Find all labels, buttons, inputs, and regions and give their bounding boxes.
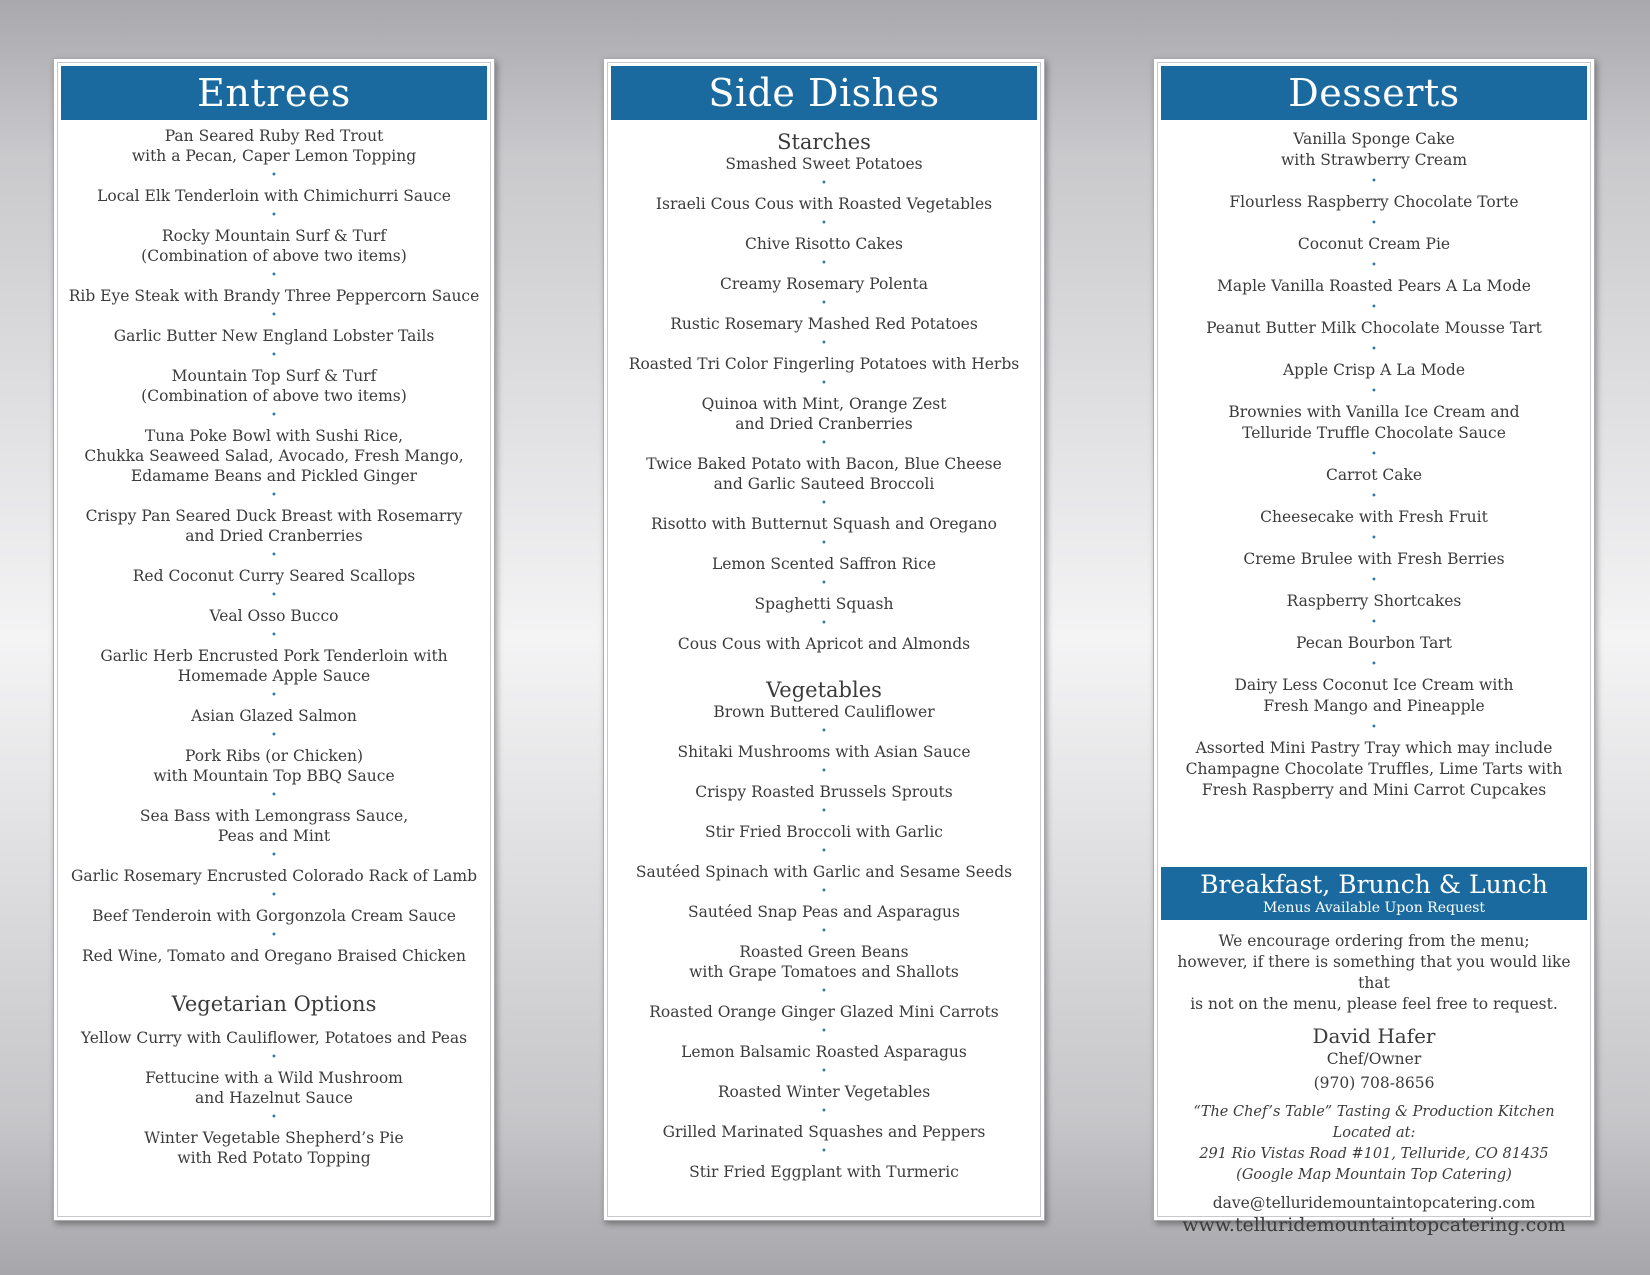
menu-item: Pork Ribs (or Chicken) with Mountain Top BBQ Sauce [153,747,395,785]
menu-item: Red Wine, Tomato and Oregano Braised Chicken [82,947,466,965]
separator-dot: • [1371,302,1377,313]
separator-dot: • [271,210,277,221]
menu-item: Sautéed Spinach with Garlic and Sesame Seeds [635,863,1013,881]
menu-item: Roasted Orange Ginger Glazed Mini Carrots [649,1003,999,1021]
separator-dot: • [821,926,827,937]
menu-item: Peanut Butter Milk Chocolate Mousse Tart [1206,319,1542,337]
separator-dot: • [1371,218,1377,229]
ordering-note: We encourage ordering from the menu; however, if there is something that you would like that is not on the menu, please feel free to request. [1177,932,1571,1013]
separator-dot: • [821,538,827,549]
entrees-title: Entrees [61,66,487,120]
menu-item: Mountain Top Surf & Turf (Combination of above two items) [141,367,407,405]
phone-number: (970) 708-8656 [1313,1074,1435,1092]
side-dishes-panel [603,58,1045,1221]
menu-item: Maple Vanilla Roasted Pears A La Mode [1217,277,1531,295]
separator-dot: • [271,1112,277,1123]
menu-item: Coconut Cream Pie [1297,235,1451,253]
separator-dot: • [1371,533,1377,544]
separator-dot: • [271,490,277,501]
separator-dot: • [1371,659,1377,670]
menu-item: Roasted Green Beans with Grape Tomatoes and Shallots [689,943,959,981]
separator-dot: • [821,846,827,857]
separator-dot: • [821,618,827,629]
separator-dot: • [821,1026,827,1037]
menu-item: Veal Osso Bucco [209,607,339,625]
separator-dot: • [271,170,277,181]
desserts-panel [1153,58,1595,1236]
separator-dot: • [821,258,827,269]
vegetables-heading: Vegetables [766,678,882,702]
separator-dot: • [271,790,277,801]
separator-dot: • [271,890,277,901]
menu-item: Creamy Rosemary Polenta [720,275,928,293]
menu-item: Rocky Mountain Surf & Turf (Combination of above two items) [141,227,407,265]
menu-item: Brownies with Vanilla Ice Cream and Telluride Truffle Chocolate Sauce [1228,403,1520,442]
separator-dot: • [271,310,277,321]
menu-item: Grilled Marinated Squashes and Peppers [662,1123,986,1141]
menu-item: Rib Eye Steak with Brandy Three Peppercorn Sauce [68,287,480,305]
separator-dot: • [1371,386,1377,397]
separator-dot: • [821,298,827,309]
menu-item: Garlic Rosemary Encrusted Colorado Rack of Lamb [70,867,478,885]
menu-item: Beef Tenderoin with Gorgonzola Cream Sauce [92,907,456,925]
separator-dot: • [1371,491,1377,502]
separator-dot: • [821,178,827,189]
separator-dot: • [271,350,277,361]
menu-item: Rustic Rosemary Mashed Red Potatoes [670,315,978,333]
separator-dot: • [821,886,827,897]
menu-item: Cheesecake with Fresh Fruit [1260,508,1488,526]
separator-dot: • [1371,722,1377,733]
separator-dot: • [821,986,827,997]
separator-dot: • [1371,617,1377,628]
menu-item: Brown Buttered Cauliflower [713,703,935,721]
website-link[interactable]: www.telluridemountaintopcatering.com [1182,1214,1566,1236]
menu-item: Pan Seared Ruby Red Trout with a Pecan, Caper Lemon Topping [131,127,417,165]
separator-dot: • [821,378,827,389]
menu-item: Carrot Cake [1325,466,1423,484]
brunch-banner [1161,867,1587,920]
menu-item: Spaghetti Squash [754,595,894,613]
separator-dot: • [1371,260,1377,271]
separator-dot: • [821,338,827,349]
menu-item: Shitaki Mushrooms with Asian Sauce [677,743,971,761]
entrees-panel [53,58,495,1221]
menu-item: Sautéed Snap Peas and Asparagus [688,903,960,921]
separator-dot: • [271,410,277,421]
separator-dot: • [821,1066,827,1077]
menu-item: Cous Cous with Apricot and Almonds [677,635,971,653]
brunch-subtitle: Menus Available Upon Request [1262,900,1486,916]
menu-item: Flourless Raspberry Chocolate Torte [1229,193,1519,211]
email-link[interactable]: dave@telluridemountaintopcatering.com [1212,1194,1536,1212]
separator-dot: • [271,630,277,641]
separator-dot: • [821,438,827,449]
desserts-list [1164,129,1584,801]
separator-dot: • [271,1052,277,1063]
menu-item: Chive Risotto Cakes [745,235,903,253]
separator-dot: • [821,806,827,817]
entrees-list [64,126,484,1214]
separator-dot: • [271,690,277,701]
menu-item: Yellow Curry with Cauliflower, Potatoes and Peas [80,1029,468,1047]
menu-item: Risotto with Butternut Squash and Oregano [651,515,997,533]
menu-item: Quinoa with Mint, Orange Zest and Dried Cranberries [701,395,947,433]
side-dishes-title: Side Dishes [611,66,1037,120]
menu-item: Crispy Roasted Brussels Sprouts [695,783,953,801]
contact-info [1164,931,1584,1236]
menu-item: Twice Baked Potato with Bacon, Blue Cheese and Garlic Sauteed Broccoli [646,455,1002,493]
menu-item: Stir Fried Broccoli with Garlic [705,823,943,841]
starches-heading: Starches [777,130,871,154]
separator-dot: • [821,1146,827,1157]
chef-name: David Hafer [1312,1024,1436,1048]
menu-item: Crispy Pan Seared Duck Breast with Rosemarry and Dried Cranberries [85,507,463,545]
separator-dot: • [821,766,827,777]
side-dishes-list [614,130,1034,1214]
chef-role: Chef/Owner [1326,1050,1422,1068]
separator-dot: • [271,850,277,861]
menu-item: Sea Bass with Lemongrass Sauce, Peas and Mint [139,807,409,845]
menu-item: Garlic Butter New England Lobster Tails [113,327,435,345]
menu-item: Fettucine with a Wild Mushroom and Hazelnut Sauce [145,1069,403,1107]
menu-item: Stir Fried Eggplant with Turmeric [689,1163,959,1181]
menu-item: Garlic Herb Encrusted Pork Tenderloin with Homemade Apple Sauce [100,647,448,685]
menu-item: Raspberry Shortcakes [1286,592,1462,610]
brunch-title: Breakfast, Brunch & Lunch [1200,870,1548,899]
separator-dot: • [1371,176,1377,187]
menu-item: Asian Glazed Salmon [191,707,357,725]
separator-dot: • [1371,449,1377,460]
menu-item: Smashed Sweet Potatoes [725,155,923,173]
menu-item: Vanilla Sponge Cake with Strawberry Cream [1280,130,1468,169]
separator-dot: • [821,1106,827,1117]
separator-dot: • [821,578,827,589]
separator-dot: • [821,498,827,509]
menu-item: Roasted Tri Color Fingerling Potatoes with Herbs [628,355,1020,373]
separator-dot: • [271,930,277,941]
menu-item: Red Coconut Curry Seared Scallops [132,567,416,585]
desserts-title: Desserts [1161,66,1587,120]
menu-item: Apple Crisp A La Mode [1282,361,1465,379]
menu-item: Creme Brulee with Fresh Berries [1243,550,1505,568]
separator-dot: • [271,590,277,601]
separator-dot: • [271,550,277,561]
separator-dot: • [271,730,277,741]
menu-item: Tuna Poke Bowl with Sushi Rice, Chukka Seaweed Salad, Avocado, Fresh Mango, Edamame Beans and Pickled Ginger [84,427,464,485]
separator-dot: • [821,726,827,737]
separator-dot: • [271,270,277,281]
vegetarian-heading: Vegetarian Options [171,992,377,1016]
menu-item: Lemon Scented Saffron Rice [711,555,937,573]
menu-item: Local Elk Tenderloin with Chimichurri Sauce [97,187,451,205]
menu-item: Roasted Winter Vegetables [717,1083,931,1101]
kitchen-address: “The Chef’s Table” Tasting & Production Kitchen Located at: 291 Rio Vistas Road #101, Telluride, CO 81435 (Google Map Mountain Top Catering) [1193,1104,1555,1183]
menu-item: Winter Vegetable Shepherd’s Pie with Red Potato Topping [144,1129,404,1167]
menu-item: Pecan Bourbon Tart [1295,634,1453,652]
separator-dot: • [1371,344,1377,355]
menu-item: Dairy Less Coconut Ice Cream with Fresh Mango and Pineapple [1234,676,1514,715]
menu-item: Assorted Mini Pastry Tray which may include Champagne Chocolate Truffles, Lime Tarts with Fresh Raspberry and Mini Carrot Cupcakes [1185,739,1563,799]
menu-item: Israeli Cous Cous with Roasted Vegetables [655,195,993,213]
menu-item: Lemon Balsamic Roasted Asparagus [681,1043,967,1061]
separator-dot: • [821,218,827,229]
separator-dot: • [1371,575,1377,586]
